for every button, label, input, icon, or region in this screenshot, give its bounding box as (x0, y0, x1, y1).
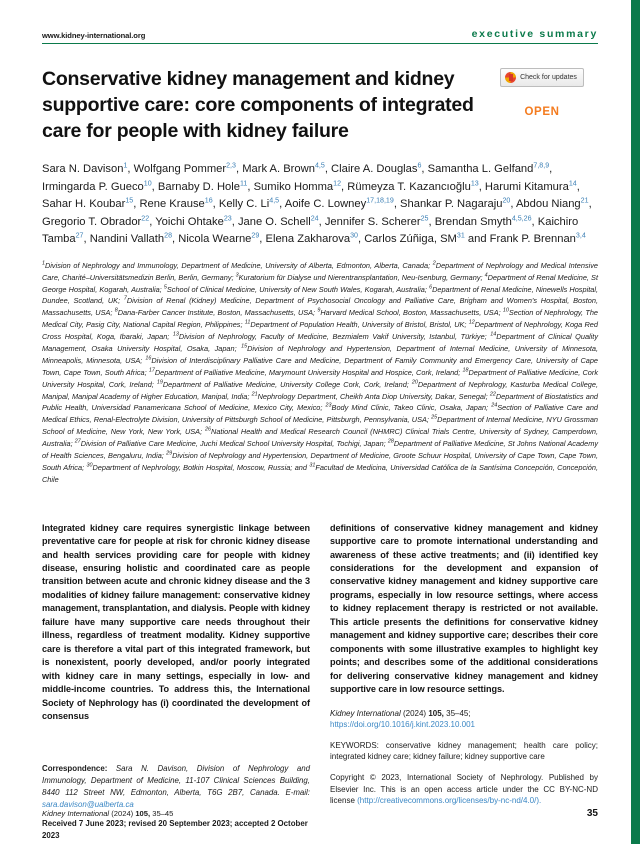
page-number: 35 (586, 808, 598, 819)
author-affiliation-marker: 2,3 (226, 161, 236, 170)
author-affiliation-marker: 23 (223, 214, 232, 223)
author-affiliation-marker: 1 (123, 161, 128, 170)
running-head (42, 0, 598, 44)
author-affiliation-marker: 20 (502, 196, 511, 205)
footer-pages: 35–45 (152, 809, 174, 818)
abstract-right-text (330, 522, 598, 697)
author-affiliation-marker: 3,4 (575, 231, 586, 240)
author-affiliation-marker: 30 (350, 231, 358, 240)
affiliation-marker: 31 (309, 462, 316, 469)
affiliation-marker: 26 (205, 426, 212, 433)
footer-citation (42, 809, 173, 818)
footer-year: (2024) (111, 809, 134, 818)
author-separator: , (133, 198, 140, 211)
author-name[interactable]: Barnaby D. Hole (157, 180, 240, 193)
open-access-badge: OPEN (524, 106, 560, 118)
author-name[interactable]: Jane O. Schell (237, 215, 311, 228)
keywords-block (330, 740, 598, 763)
author-affiliation-marker: 13 (470, 179, 479, 188)
affiliation-text: Division of Nephrology, Faculty of Medicine, Bezmialem Vakif University, Istanbul, Türkiye; (178, 332, 491, 342)
copyright-block (330, 772, 598, 807)
author-affiliation-marker: 4,5,26 (511, 214, 532, 223)
author-separator: , (259, 233, 266, 246)
affiliation-text: Division of Nephrology and Hypertension, Department of Internal Medicine, University of Minnesota, Minneapolis, Minnesota, USA; (42, 343, 598, 365)
author-separator: , (235, 163, 243, 176)
column-spacer (42, 723, 310, 763)
footer-volume: 105, (135, 809, 151, 818)
copyright-text: Copyright © 2023, International Society of Nephrology. Published by Elsevier Inc. This is an open access article under the CC BY-NC-ND license (330, 772, 598, 806)
affiliation-text: Body Mind Clinic, Takeo Clinic, Osaka, Japan; (331, 403, 492, 413)
affiliation-marker: 21 (251, 391, 258, 398)
author-name[interactable]: Brendan Smyth (434, 215, 512, 228)
author-name[interactable]: Nicola Wearne (178, 233, 252, 246)
abstract-left-column (42, 522, 310, 842)
author-affiliation-marker: 16 (204, 196, 213, 205)
article-citation (330, 708, 598, 731)
affiliation-marker: 7 (123, 295, 127, 302)
title-block (42, 66, 598, 144)
author-name[interactable]: Rümeyza T. Kazancıoğlu (347, 180, 471, 193)
affiliation-marker: 15 (241, 343, 248, 350)
affiliation-text: Department of Nephrology, Kasturba Medical College, Manipal, Manipal Academy of Higher Education, Manipal, India; (42, 379, 599, 401)
affiliation-marker: 1 (42, 260, 45, 267)
affiliation-text: Division of Palliative Care Medicine, Juchi Medical School University Hospital, Tochigi, Japan; (80, 439, 388, 449)
correspondence-label: Correspondence: (42, 764, 108, 774)
author-name[interactable]: Kelly C. Li (218, 198, 270, 211)
author-separator: , (358, 233, 365, 246)
author-affiliation-marker: 11 (239, 179, 248, 188)
affiliation-text: Department of Renal Medicine, Ninewells Hospital, Dundee, Scotland, UK; (42, 284, 598, 306)
author-affiliation-marker: 6 (417, 161, 422, 170)
author-name[interactable]: Claire A. Douglas (331, 163, 418, 176)
author-affiliation-marker: 22 (141, 214, 150, 223)
keywords-text: conservative kidney management; health care policy; integrated kidney care; kidney failure; kidney supportive care (330, 740, 598, 762)
affiliation-marker: 17 (148, 367, 155, 374)
author-name[interactable]: Gregorio T. Obrador (42, 215, 142, 228)
author-separator: , (149, 215, 156, 228)
citation-journal: Kidney International (330, 708, 401, 718)
author-name[interactable]: Samantha L. Gelfand (427, 163, 534, 176)
affiliation-marker: 16 (145, 355, 152, 362)
page-title: Conservative kidney management and kidney supportive care: core components of integrated care for people with kidney failure (42, 68, 474, 143)
check-for-updates-label: Check for updates (520, 74, 577, 81)
author-separator: , (212, 198, 219, 211)
author-separator: , (549, 163, 553, 176)
abstract-right-column (330, 522, 598, 842)
affiliation-text: Department of Population Health, University of Bristol, Bristol, UK; (250, 320, 469, 330)
affiliation-marker: 6 (429, 284, 433, 291)
author-separator: , (428, 215, 435, 228)
author-separator: , (393, 198, 401, 211)
journal-url[interactable]: www.kidney-international.org (42, 31, 146, 40)
affiliation-marker: 5 (163, 284, 167, 291)
affiliation-text: School of Clinical Medicine, University of New South Wales, Kogarah, Australia; (166, 284, 430, 294)
affiliation-text: Department of Clinical Quality Management, Osaka University Hospital, Osaka, Japan; (42, 332, 599, 353)
affiliation-text: Department of Biostatistics and Public Health, Universidad Panamericana School of Medicine, Mexico City, Mexico; (42, 391, 598, 413)
affiliation-marker: 11 (244, 319, 251, 326)
affiliation-marker: 20 (411, 379, 418, 386)
author-name[interactable]: Shankar P. Nagaraju (400, 198, 503, 211)
abstract-paragraph-right: definitions of conservative kidney management and kidney supportive care to promote international understanding and awareness of these active treatments; and (ii) identified key considerations for the development and expansion of conservative kidney management and kidney supportive care programs, especially in low resource settings, where access to kidney replacement therapy is restricted or not available. This article presents the definitions for conservative kidney management and kidney supportive care; describes their core components with some illustrative examples to highlight key points; and describes some of the additional considerations for delivering conservative kidney management and kidney supportive care in low resource settings. (330, 522, 598, 695)
author-separator: , (510, 198, 516, 211)
affiliation-marker: 9 (317, 307, 321, 314)
author-name[interactable]: Rene Krause (139, 198, 205, 211)
correspondence-email-link[interactable]: sara.davison@ualberta.ca (42, 799, 134, 809)
author-name[interactable]: Sumiko Homma (253, 180, 334, 193)
author-affiliation-marker: 21 (580, 196, 589, 205)
doi-link[interactable]: https://doi.org/10.1016/j.kint.2023.10.001 (330, 720, 475, 730)
affiliation-marker: 27 (74, 438, 81, 445)
check-for-updates-button[interactable] (500, 68, 584, 87)
author-name[interactable]: Aoife C. Lowney (284, 198, 367, 211)
author-separator: , (341, 180, 348, 193)
author-name[interactable]: Yoichi Ohtake (155, 215, 224, 228)
author-affiliation-marker: 17,18,19 (366, 196, 394, 205)
section-label: executive summary (471, 28, 598, 40)
affiliation-text: Harvard Medical School, Boston, Massachusetts, USA; (320, 308, 503, 318)
affiliation-text: Department of Nephrology and Medical Intensive Care, Charité–Universitätsmedizin Berlin, Berlin, Germany; (42, 260, 599, 282)
affiliation-text: Dana-Farber Cancer Institute, Boston, Massachusetts, USA; (117, 308, 318, 318)
author-separator: , (279, 198, 285, 211)
affiliation-marker: 18 (462, 367, 469, 374)
affiliation-marker: 24 (491, 402, 498, 409)
author-name[interactable]: Nandini Vallath (89, 233, 165, 246)
correspondence-text: Sara N. Davison, Division of Nephrology and Immunology, Department of Medicine, 11-107 Clinical Sciences Building, 8440 112 Street NW, Edmonton, Alberta, T6G 2B7, Canada. E-mail: (42, 764, 310, 797)
affiliation-text: Division of Nephrology and Hypertension, Department of Medicine, Groote Schuur Hospital, University of Cape Town, Cape Town, South Africa; (42, 450, 599, 472)
affiliation-text: Kuratorium für Dialyse und Nierentransplantation, Neu-Isenburg, Germany; (238, 272, 485, 282)
author-name[interactable]: Frank P. Brennan (489, 233, 576, 246)
author-separator: , (421, 163, 428, 176)
author-affiliation-marker: 14 (568, 179, 577, 188)
author-separator: , (576, 180, 580, 193)
affiliation-marker: 19 (156, 379, 163, 386)
author-name[interactable]: Kaichiro Tamba (42, 215, 579, 246)
author-separator: , (247, 180, 254, 193)
author-affiliation-marker: 25 (420, 214, 429, 223)
author-name[interactable]: Mark A. Brown (242, 163, 315, 176)
author-separator: , (127, 163, 134, 176)
affiliation-text: Department of Palliative Medicine, Marymount University Hospital and Hospice, Cork, Ireland; (154, 367, 463, 377)
author-name[interactable]: Sahar H. Koubar (42, 198, 126, 211)
author-separator: , (151, 180, 158, 193)
affiliation-text: Facultad de Medicina, Universidad Católica de la Santísima Concepción, Concepción, Chile (42, 462, 598, 484)
author-conjunction: and (467, 233, 490, 246)
affiliation-marker: 3 (235, 272, 239, 279)
author-name[interactable]: Wolfgang Pommer (133, 163, 227, 176)
footer-journal: Kidney International (42, 809, 110, 818)
author-separator: , (478, 180, 485, 193)
affiliation-marker: 22 (489, 391, 496, 398)
author-separator: , (324, 163, 332, 176)
author-separator: , (318, 215, 325, 228)
abstract-block (42, 522, 598, 842)
author-affiliation-marker: 28 (164, 231, 173, 240)
citation-year: (2024) (402, 708, 427, 718)
abstract-left-text (42, 522, 310, 724)
affiliation-text: Section of Nephrology, The Medical City, Pasig City, National Capital Region, Philippines; (42, 308, 598, 330)
author-name[interactable]: Sara N. Davison (42, 163, 124, 176)
page-footer (42, 808, 598, 819)
author-separator: , (588, 198, 592, 211)
affiliation-text: Department of Palliative Medicine, Cork University Hospital, Cork, Ireland; (42, 367, 598, 389)
affiliation-list (42, 260, 598, 486)
affiliation-marker: 4 (484, 272, 488, 279)
keywords-label: KEYWORDS: (330, 740, 379, 750)
author-affiliation-marker: 4,5 (269, 196, 280, 205)
badge-column (486, 68, 598, 118)
affiliation-text: Department of Nephrology, Koga Red Cross Hospital, Koga, Ibaraki, Japan; (42, 320, 598, 342)
author-name[interactable]: Irmingarda P. Gueco (42, 180, 144, 193)
affiliation-text: National Health and Medical Research Council (NHMRC) Clinical Trials Centre, University of Sydney, Camperdown, Australia; (42, 427, 599, 449)
correspondence-block (42, 763, 310, 810)
citation-pages: 35–45; (446, 708, 471, 718)
abstract-paragraph-left: Integrated kidney care requires synergistic linkage between preventative care for people at risk for chronic kidney disease and health services providing care for people with kidney disease, ensuring holistic and coordinated care as people transition between acute and chronic kidney disease and the 3 modalities of kidney failure management: conservative kidney management, transplantation, and dialysis. People with kidney failure have many supportive care needs throughout their illness, regardless of treatment modality. Kidney supportive care is therefore a vital part of this integrated framework, but is nonexistent, poorly developed, and/or poorly integrated with kidney care in many settings, especially in low- and middle-income countries. To address this, the International Society of Nephrology has (i) coordinated the development of consensus (42, 522, 310, 721)
affiliation-text: Department of Palliative Medicine, University College Cork, Cork, Ireland; (162, 379, 412, 389)
affiliation-text: Department of Renal Medicine, St George Hospital, Kogarah, Australia; (42, 272, 598, 294)
affiliation-marker: 2 (432, 260, 436, 267)
author-affiliation-marker: 7,8,9 (533, 161, 550, 170)
author-affiliation-marker: 4,5 (314, 161, 325, 170)
author-name[interactable]: Abdou Niang (515, 198, 581, 211)
author-name[interactable]: Carlos Zúñiga, SM (364, 233, 457, 246)
affiliation-text: Section of Palliative Care and Medical Ethics, Renal-Electrolyte Division, University of Pittsburgh School of Medicine, Pittsburgh, Pennsylvania, USA; (42, 403, 598, 425)
author-affiliation-marker: 31 (456, 231, 465, 240)
author-affiliation-marker: 24 (310, 214, 319, 223)
crossmark-logo-icon (505, 72, 516, 83)
affiliation-marker: 25 (431, 414, 438, 421)
affiliation-text: Department of Nephrology, Botkin Hospital, Moscow, Russia; and (92, 462, 310, 472)
affiliation-marker: 13 (172, 331, 179, 338)
page-edge-bar (631, 0, 640, 844)
affiliation-text: Division of Renal (Kidney) Medicine, Department of Psychosocial Oncology and Palliative Care, Brigham and Women's Hospital, Boston, Massachusetts, USA; (42, 296, 598, 318)
citation-volume: 105, (428, 708, 444, 718)
affiliation-marker: 12 (468, 319, 475, 326)
affiliation-marker: 8 (114, 307, 118, 314)
affiliation-text: Division of Nephrology and Immunology, Department of Medicine, University of Alberta, Edmonton, Alberta, Canada; (45, 260, 433, 270)
affiliation-marker: 30 (86, 462, 93, 469)
affiliation-text: Nephrology Department, Cheikh Anta Diop University, Dakar, Senegal; (257, 391, 490, 401)
affiliation-text: Division of Interdisciplinary Palliative Care and Medicine, Department of Family Community and Emergency Care, University of Cape Town, Cape Town, South Africa; (42, 355, 598, 377)
affiliation-marker: 28 (387, 438, 394, 445)
author-affiliation-marker: 29 (251, 231, 260, 240)
author-affiliation-marker: 27 (75, 231, 84, 240)
author-separator: , (172, 233, 179, 246)
author-affiliation-marker: 15 (125, 196, 134, 205)
affiliation-marker: 23 (325, 402, 332, 409)
author-name[interactable]: Harumi Kitamura (484, 180, 569, 193)
author-separator: , (531, 215, 538, 228)
author-separator: , (231, 215, 238, 228)
author-name[interactable]: Jennifer S. Scherer (324, 215, 421, 228)
affiliation-marker: 29 (166, 450, 173, 457)
affiliation-text: Department of Palliative Medicine, St Johns National Academy of Health Sciences, Bengaluru, India; (42, 439, 598, 460)
author-affiliation-marker: 10 (143, 179, 152, 188)
affiliation-marker: 14 (490, 331, 497, 338)
affiliation-marker: 10 (502, 307, 509, 314)
page-content (42, 0, 598, 842)
author-affiliation-marker: 12 (333, 179, 342, 188)
article-history: Received 7 June 2023; revised 20 September 2023; accepted 2 October 2023 (42, 819, 308, 840)
author-name[interactable]: Elena Zakharova (265, 233, 351, 246)
affiliation-text: Department of Internal Medicine, NYU Grossman School of Medicine, New York, New York, USA; (42, 415, 598, 437)
author-list (42, 161, 598, 248)
license-link[interactable]: (http://creativecommons.org/licenses/by-nc-nd/4.0/). (357, 796, 542, 806)
author-separator: , (83, 233, 90, 246)
